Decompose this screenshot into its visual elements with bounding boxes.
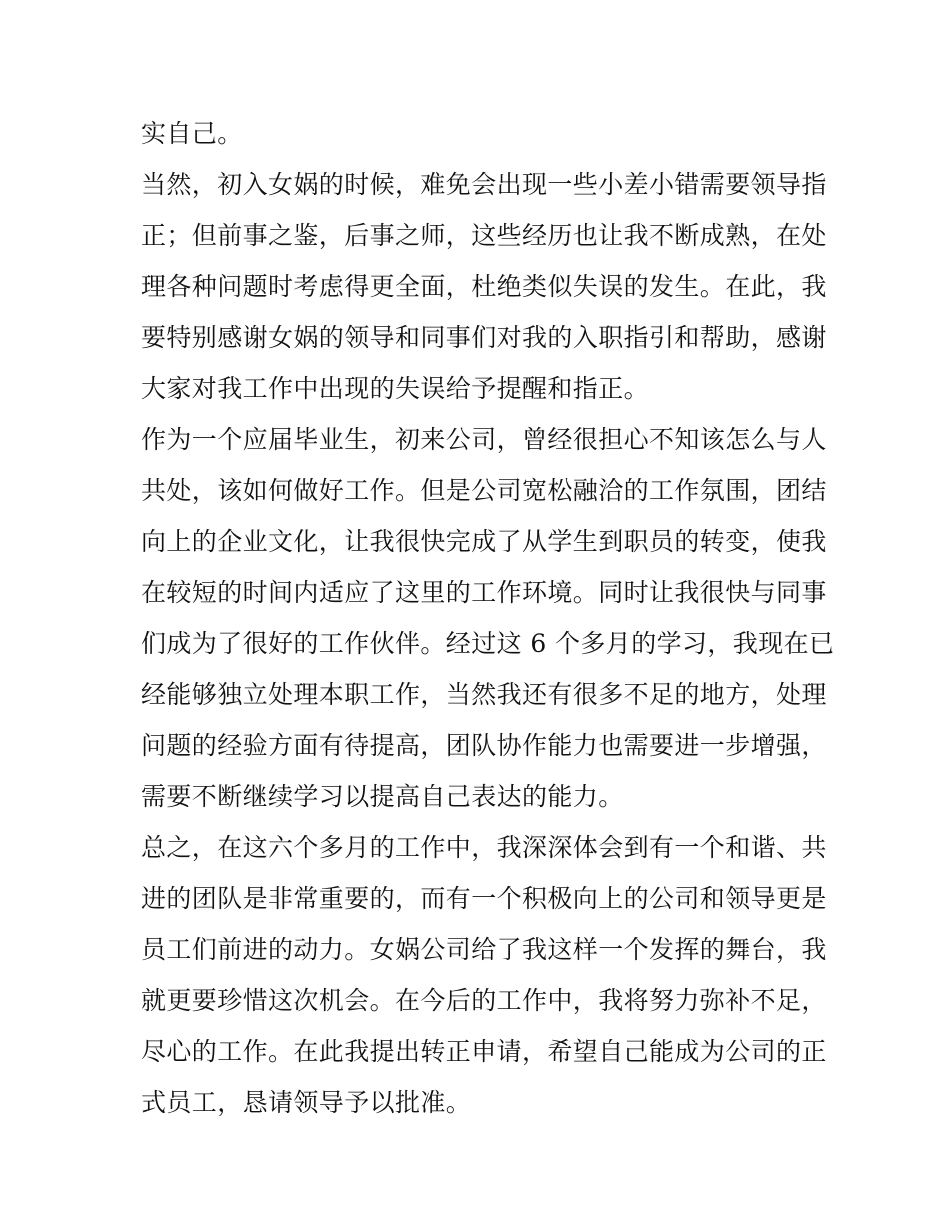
text-line: 理各种问题时考虑得更全面，杜绝类似失误的发生。在此，我: [141, 272, 827, 301]
text-line: 需要不断继续学习以提高自己表达的能力。: [141, 782, 624, 811]
text-line: 作为一个应届毕业生，初来公司，曾经很担心不知该怎么与人: [141, 425, 827, 454]
text-line: 们成为了很好的工作伙伴。经过这 6 个多月的学习，我现在已: [141, 629, 835, 658]
text-line: 正；但前事之鉴，后事之师，这些经历也让我不断成熟，在处: [141, 221, 827, 250]
text-line: 式员工，恳请领导予以批准。: [141, 1088, 472, 1117]
text-line: 经能够独立处理本职工作，当然我还有很多不足的地方，处理: [141, 680, 827, 709]
text-line: 实自己。: [141, 119, 243, 148]
text-line: 当然，初入女娲的时候，难免会出现一些小差小错需要领导指: [141, 170, 827, 199]
text-line: 进的团队是非常重要的，而有一个积极向上的公司和领导更是: [141, 884, 827, 913]
text-line: 员工们前进的动力。女娲公司给了我这样一个发挥的舞台，我: [141, 935, 827, 964]
document-body: [141, 108, 835, 1128]
text-line: 总之，在这六个多月的工作中，我深深体会到有一个和谐、共: [141, 833, 827, 862]
text-line: 向上的企业文化，让我很快完成了从学生到职员的转变，使我: [141, 527, 827, 556]
text-line: 问题的经验方面有待提高，团队协作能力也需要进一步增强，: [141, 731, 827, 760]
text-line: 要特别感谢女娲的领导和同事们对我的入职指引和帮助，感谢: [141, 323, 827, 352]
text-line: 大家对我工作中出现的失误给予提醒和指正。: [141, 374, 650, 403]
text-line: 尽心的工作。在此我提出转正申请，希望自己能成为公司的正: [141, 1037, 827, 1066]
text-line: 在较短的时间内适应了这里的工作环境。同时让我很快与同事: [141, 578, 827, 607]
text-line: 共处，该如何做好工作。但是公司宽松融洽的工作氛围，团结: [141, 476, 827, 505]
text-line: 就更要珍惜这次机会。在今后的工作中，我将努力弥补不足，: [141, 986, 827, 1015]
